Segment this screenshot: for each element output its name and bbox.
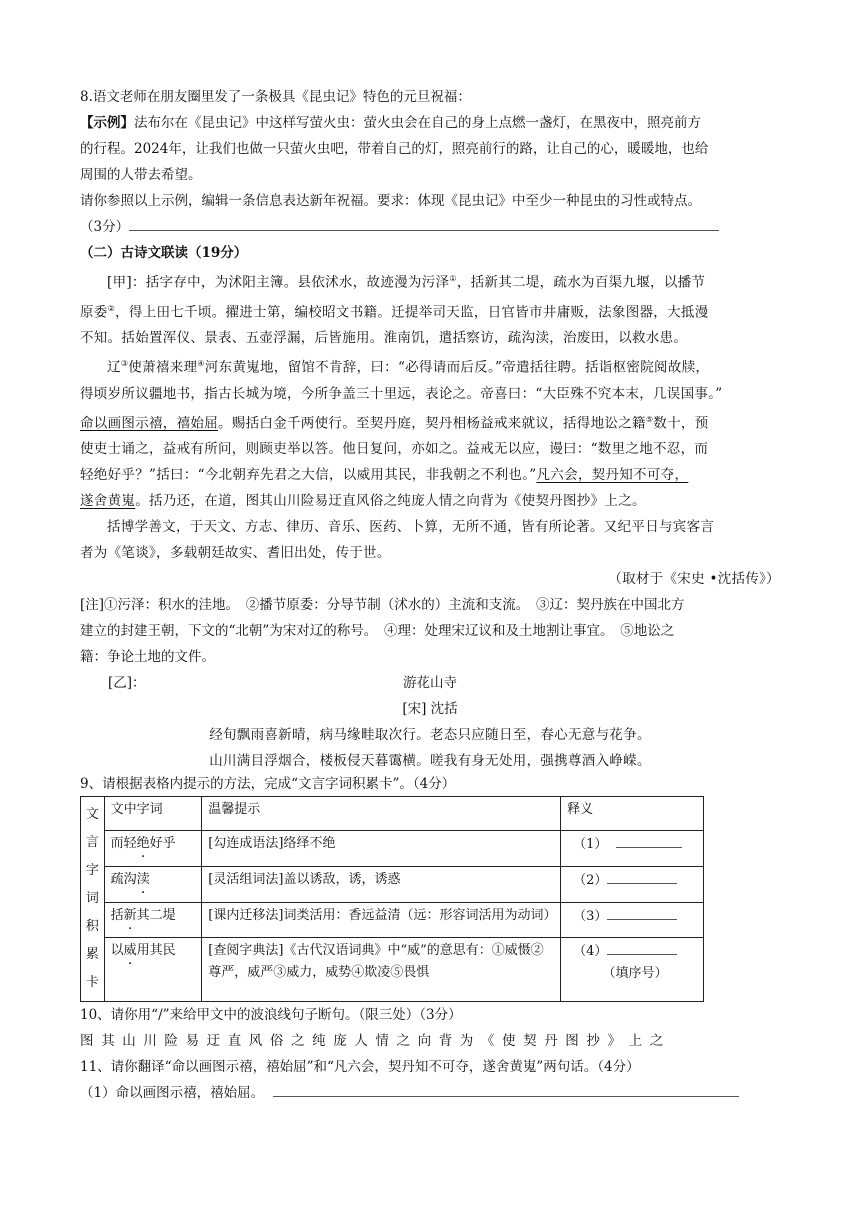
footnote-mark: ② xyxy=(107,303,116,313)
jia-text: 使吏士诵之，益戒有所问，则顾吏举以答。他日复问，亦如之。益戒无以应，谩曰：“数里之地不忍，而 xyxy=(80,441,709,457)
question-8 xyxy=(80,84,780,240)
row-answer xyxy=(561,831,704,867)
dotted-char: 绝 xyxy=(136,836,150,852)
header-tip: 温馨提示 xyxy=(202,797,561,831)
jia-text: 原委 xyxy=(80,304,108,320)
side-char: 言 xyxy=(85,835,99,850)
row-word xyxy=(104,867,202,903)
poem-line-2: 山川满目浮烟合，楼板侵天暮霭横。嗟我有身无处用，强携尊酒入峥嵘。 xyxy=(209,753,651,769)
row-word xyxy=(104,831,202,867)
answer-num: （2） xyxy=(573,873,608,889)
jia-text: 得顷岁所议疆地书，指古长城为境，今所争盖三十里远，表论之。帝喜曰：“大臣殊不究本末，几误国事。” xyxy=(80,385,723,402)
q8-line1: 8.语文老师在朋友圈里发了一条极具《昆虫记》特色的元旦祝福： xyxy=(80,89,471,105)
row-word xyxy=(104,938,202,1002)
q11-prompt: 11、请你翻译“命以画图示禧，禧始屈”和“凡六会，契丹知不可夺，遂舍黄嵬”两句话。（4分） xyxy=(80,1059,640,1075)
card-side-label xyxy=(81,797,105,1002)
poem-line-1: 经旬飘雨喜新晴，病马缘畦取次行。老态只应随日至，春心无意与花争。 xyxy=(209,727,651,743)
jia-text: ，得上田七千顷。擢进士第，编校昭文书籍。迁提举司天监，日官皆市井庸贩，法象图器，大抵漫 xyxy=(115,304,709,320)
jia-text: 括博学善文，于天文、方志、律历、音乐、医药、卜算，无所不通，皆有所论著。又纪平日与宾客言 xyxy=(107,519,715,535)
word-part: 括 xyxy=(110,907,124,923)
q8-request: 请你参照以上示例，编辑一条信息表达新年祝福。要求：体现《昆虫记》中至少一种昆虫的习性或特点。 xyxy=(80,193,701,209)
row-tip: [查阅字典法]《古代汉语词典》中“威”的意思有：①威慑②尊严，威严③威力，威势④欺凌⑤畏惧 xyxy=(202,938,561,1002)
q8-example-text2: 的行程。2024年，让我们也做一只萤火虫吧，带着自己的灯，照亮前行的路，让自己的心，暖暖地，也给 xyxy=(80,141,709,157)
poem-author: [宋] 沈括 xyxy=(402,701,458,717)
word-part: 其二堤 xyxy=(136,907,176,923)
row-word xyxy=(104,902,202,938)
word-part: 用其民 xyxy=(136,943,176,959)
answer-num: （3） xyxy=(573,908,608,924)
row-answer xyxy=(561,902,704,938)
answer-blank[interactable] xyxy=(616,833,682,848)
underlined-sentence-2-end: 遂舍黄嵬 xyxy=(80,493,136,509)
row-tip: [灵活组词法]盖以诱敌，诱，诱惑 xyxy=(202,867,561,903)
jia-text: 河东黄嵬地，留馆不肯辞，曰：“必得请而后反。”帝遣括往聘。括诣枢密院阅故牍， xyxy=(204,359,710,376)
side-char: 积 xyxy=(85,919,99,934)
dotted-char: 威 xyxy=(123,943,137,959)
passage-jia xyxy=(80,266,780,592)
footnote-mark: ⑤ xyxy=(645,414,654,424)
q11-answer-line-1[interactable] xyxy=(273,1082,739,1097)
table-row xyxy=(81,902,704,938)
answer-blank[interactable] xyxy=(607,905,677,920)
underlined-sentence-1: 命以画图示禧，禧始屈 xyxy=(80,415,218,431)
table-row xyxy=(81,938,704,1002)
row-tip: [勾连成语法]络绎不绝 xyxy=(202,831,561,867)
jia-source: （取材于《宋史 •沈括传》） xyxy=(608,571,780,587)
jia-text: 使萧禧来理 xyxy=(128,359,198,376)
q11-item1: （1）命以画图示禧，禧始屈。 xyxy=(80,1085,265,1101)
q10-sentence: 图其山川险易迂直风俗之纯庞人情之向背为《使契丹图抄》上之 xyxy=(80,1033,671,1049)
q8-score: （3分） xyxy=(80,219,130,235)
poem-title: 游花山寺 xyxy=(403,675,457,691)
row-answer xyxy=(561,867,704,903)
yi-label: [乙]： xyxy=(108,675,146,691)
jia-text: 数十，预 xyxy=(653,415,709,431)
jia-text: 者为《笔谈》，多载朝廷故实、耆旧出处，传于世。 xyxy=(80,545,391,561)
q8-example-text3: 周围的人带去希望。 xyxy=(80,167,202,183)
table-row xyxy=(81,831,704,867)
q9-prompt: 9、请根据表格内提示的方法，完成“文言字词积累卡”。（4分） xyxy=(80,776,456,792)
row-tip: [课内迁移法]词类活用：香远益清（远：形容词活用为动词） xyxy=(202,902,561,938)
dotted-char: 渎 xyxy=(136,872,150,888)
side-char: 累 xyxy=(85,947,99,962)
jia-text: 。赐括白金千两使行。至契丹庭，契丹相杨益戒来就议，括得地讼之籍 xyxy=(218,415,646,431)
header-meaning: 释义 xyxy=(561,797,704,831)
jia-text: [甲]：括字存中，为沭阳主簿。县依沭水，故迹漫为污泽 xyxy=(107,274,450,291)
notes xyxy=(80,592,780,670)
header-word: 文中字词 xyxy=(104,797,202,831)
note-line: [注]①污泽：积水的洼地。 ②播节原委：分导节制（沭水的）主流和支流。 ③辽：契丹族在中国北方 xyxy=(80,597,685,613)
side-char: 文 xyxy=(85,807,99,822)
note-line: 籍：争论土地的文件。 xyxy=(80,649,215,665)
vocab-card-table xyxy=(80,796,704,1002)
q8-example-text1: 法布尔在《昆虫记》中这样写萤火虫：萤火虫会在自己的身上点燃一盏灯，在黑夜中，照亮前方 xyxy=(134,115,701,131)
jia-text: 辽 xyxy=(107,359,121,376)
table-row xyxy=(81,867,704,903)
dotted-char: 新 xyxy=(123,907,137,923)
q10-prompt: 10、请你用“/”来给甲文中的波浪线句子断句。（限三处）（3分） xyxy=(80,1007,462,1023)
note-line: 建立的封建王朝，下文的“北朝”为宋对辽的称号。 ④理：处理宋辽议和及土地割让事宜。 ⑤地讼之 xyxy=(80,623,675,639)
q8-example-tag: 【示例】 xyxy=(80,115,134,131)
underlined-sentence-2: 凡六会，契丹知不可夺， xyxy=(536,467,689,483)
word-part: 以 xyxy=(110,943,124,959)
footnote-mark: ④ xyxy=(197,359,205,368)
word-part: 疏沟 xyxy=(110,872,137,888)
side-char: 字 xyxy=(85,863,99,878)
poem-yi xyxy=(80,670,780,774)
section2-title: （二）古诗文联读（19分） xyxy=(80,245,248,261)
footnote-mark: ① xyxy=(449,274,457,283)
word-part: 好乎 xyxy=(149,836,176,852)
answer-blank[interactable] xyxy=(607,869,677,884)
word-part: 而轻 xyxy=(110,836,137,852)
answer-note: （填序号） xyxy=(602,966,668,982)
jia-text: 不知。括始置浑仪、景表、五壶浮漏，后皆施用。淮南饥，遣括察访，疏沟渎，治废田，以救水患。 xyxy=(80,330,688,346)
answer-blank[interactable] xyxy=(607,940,677,955)
side-char: 词 xyxy=(85,891,99,906)
wavy-sentence-context: 。括乃还，在道，图其山川险易迂直风俗之纯庞人情之向背为《使契丹图抄》上之。 xyxy=(135,493,646,509)
answer-num: （1） xyxy=(573,837,608,853)
footnote-mark: ③ xyxy=(120,359,129,368)
jia-text: 轻绝好乎？”括曰：“今北朝弃先君之大信，以威用其民，非我朝之不利也。” xyxy=(80,467,537,483)
row-answer xyxy=(561,938,704,1002)
q8-answer-line[interactable] xyxy=(129,216,719,231)
exam-page xyxy=(80,84,780,1106)
jia-text: ，括新其二堤，疏水为百渠九堰，以播节 xyxy=(456,274,706,291)
side-char: 卡 xyxy=(85,975,99,990)
answer-num: （4） xyxy=(573,944,608,960)
